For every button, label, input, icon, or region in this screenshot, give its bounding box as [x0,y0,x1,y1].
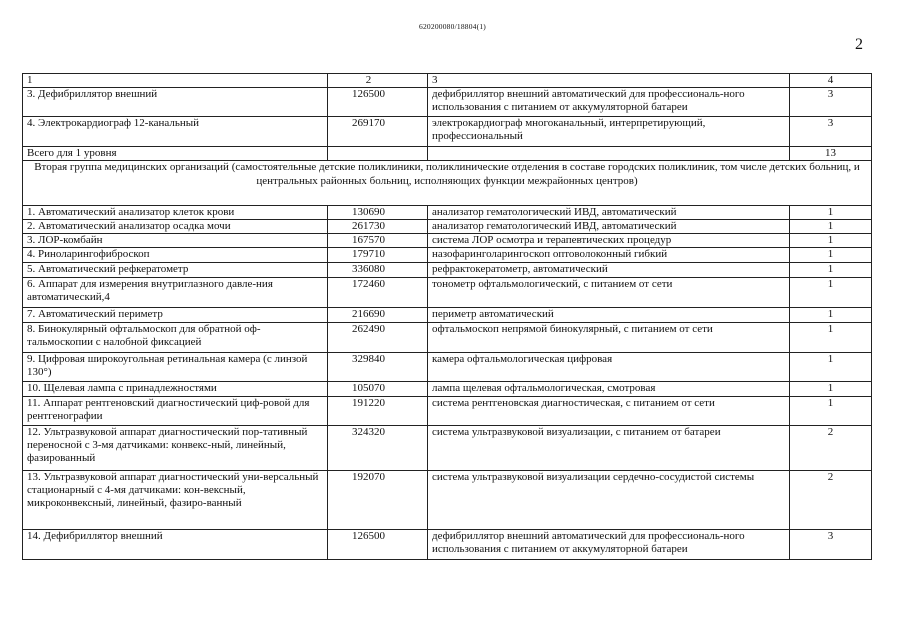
item-quantity: 1 [790,382,872,397]
table-row [23,308,872,323]
table-row [23,220,872,234]
column-header-1: 1 [23,74,328,88]
item-description: периметр автоматический [428,308,790,323]
item-name: 5. Автоматический рефкератометр [23,263,328,278]
item-quantity: 3 [790,88,872,117]
item-quantity: 1 [790,206,872,220]
item-name: 2. Автоматический анализатор осадка мочи [23,220,328,234]
item-code: 172460 [328,278,428,308]
table-row [23,248,872,263]
item-description: дефибриллятор внешний автоматический для профессиональ-ного использования с питанием от аккумуляторной батареи [428,530,790,560]
item-description: лампа щелевая офтальмологическая, смотровая [428,382,790,397]
item-code: 192070 [328,471,428,530]
group-heading-row [23,161,872,206]
item-code: 167570 [328,234,428,248]
table-row [23,234,872,248]
item-description: анализатор гематологический ИВД, автоматический [428,206,790,220]
item-description: система рентгеновская диагностическая, с питанием от сети [428,397,790,426]
item-quantity: 1 [790,397,872,426]
item-name: 3. ЛОР-комбайн [23,234,328,248]
item-quantity: 1 [790,278,872,308]
item-name: 8. Бинокулярный офтальмоскоп для обратной оф-тальмоскопии с налобной фиксацией [23,323,328,353]
page-number: 2 [855,36,863,53]
item-name: 4. Электрокардиограф 12-канальный [23,117,328,147]
item-code: 269170 [328,117,428,147]
item-description: камера офтальмологическая цифровая [428,353,790,382]
item-description: система ультразвуковой визуализации, с питанием от батареи [428,426,790,471]
total-row [23,147,872,161]
item-description: дефибриллятор внешний автоматический для профессиональ-ного использования с питанием от аккумуляторной батареи [428,88,790,117]
item-code: 126500 [328,88,428,117]
item-code: 329840 [328,353,428,382]
group-heading: Вторая группа медицинских организаций (самостоятельные детские поликлиники, поликлинические отделения в составе городских поликлиник, том числе детских больниц, и центральных районных больниц, исполняющих функции межрайонных центров) [23,161,872,206]
total-quantity: 13 [790,147,872,161]
item-code: 105070 [328,382,428,397]
item-description: рефрактокератометр, автоматический [428,263,790,278]
table-header-row [23,74,872,88]
item-name: 9. Цифровая широкоугольная ретинальная камера (с линзой 130°) [23,353,328,382]
item-code: 126500 [328,530,428,560]
document-id: 620200080/18804(1) [419,22,486,31]
item-quantity: 1 [790,308,872,323]
table-row [23,530,872,560]
item-description: система ЛОР осмотра и терапевтических процедур [428,234,790,248]
column-header-2: 2 [328,74,428,88]
item-quantity: 1 [790,323,872,353]
table-row [23,206,872,220]
item-description: тонометр офтальмологический, с питанием от сети [428,278,790,308]
item-code: 191220 [328,397,428,426]
item-name: 7. Автоматический периметр [23,308,328,323]
table-row [23,117,872,147]
item-code: 216690 [328,308,428,323]
item-name: 3. Дефибриллятор внешний [23,88,328,117]
table-row [23,353,872,382]
item-quantity: 2 [790,426,872,471]
item-description: анализатор гематологический ИВД, автоматический [428,220,790,234]
item-name: 1. Автоматический анализатор клеток крови [23,206,328,220]
item-name: 11. Аппарат рентгеновский диагностический циф-ровой для рентгенографии [23,397,328,426]
table-row [23,263,872,278]
table-row [23,278,872,308]
item-quantity: 2 [790,471,872,530]
item-quantity: 3 [790,117,872,147]
item-description: назофаринголарингоскоп оптоволоконный гибкий [428,248,790,263]
item-name: 14. Дефибриллятор внешний [23,530,328,560]
item-code: 261730 [328,220,428,234]
item-name: 12. Ультразвуковой аппарат диагностический пор-тативный переносной с 3-мя датчиками: конвекс-ный, линейный, фазированный [23,426,328,471]
table-row [23,382,872,397]
item-description: офтальмоскоп непрямой бинокулярный, с питанием от сети [428,323,790,353]
item-name: 13. Ультразвуковой аппарат диагностический уни-версальный стационарный с 4-мя датчиками: кон-вексный, микроконвексный, линейный, фазиро-ванный [23,471,328,530]
item-code: 262490 [328,323,428,353]
item-code: 179710 [328,248,428,263]
column-header-3: 3 [428,74,790,88]
total-label: Всего для 1 уровня [23,147,328,161]
item-description: электрокардиограф многоканальный, интерпретирующий, профессиональный [428,117,790,147]
item-name: 4. Риноларингофиброскоп [23,248,328,263]
equipment-table [22,73,872,560]
equipment-table-body [23,74,872,560]
item-code: 130690 [328,206,428,220]
item-quantity: 1 [790,353,872,382]
item-quantity: 3 [790,530,872,560]
item-name: 10. Щелевая лампа с принадлежностями [23,382,328,397]
column-header-4: 4 [790,74,872,88]
table-row [23,426,872,471]
item-quantity: 1 [790,220,872,234]
table-row [23,471,872,530]
table-row [23,323,872,353]
item-code: 324320 [328,426,428,471]
item-quantity: 1 [790,248,872,263]
item-code: 336080 [328,263,428,278]
item-description: система ультразвуковой визуализации сердечно-сосудистой системы [428,471,790,530]
table-row [23,397,872,426]
item-quantity: 1 [790,234,872,248]
table-row [23,88,872,117]
item-name: 6. Аппарат для измерения внутриглазного давле-ния автоматический,4 [23,278,328,308]
item-quantity: 1 [790,263,872,278]
